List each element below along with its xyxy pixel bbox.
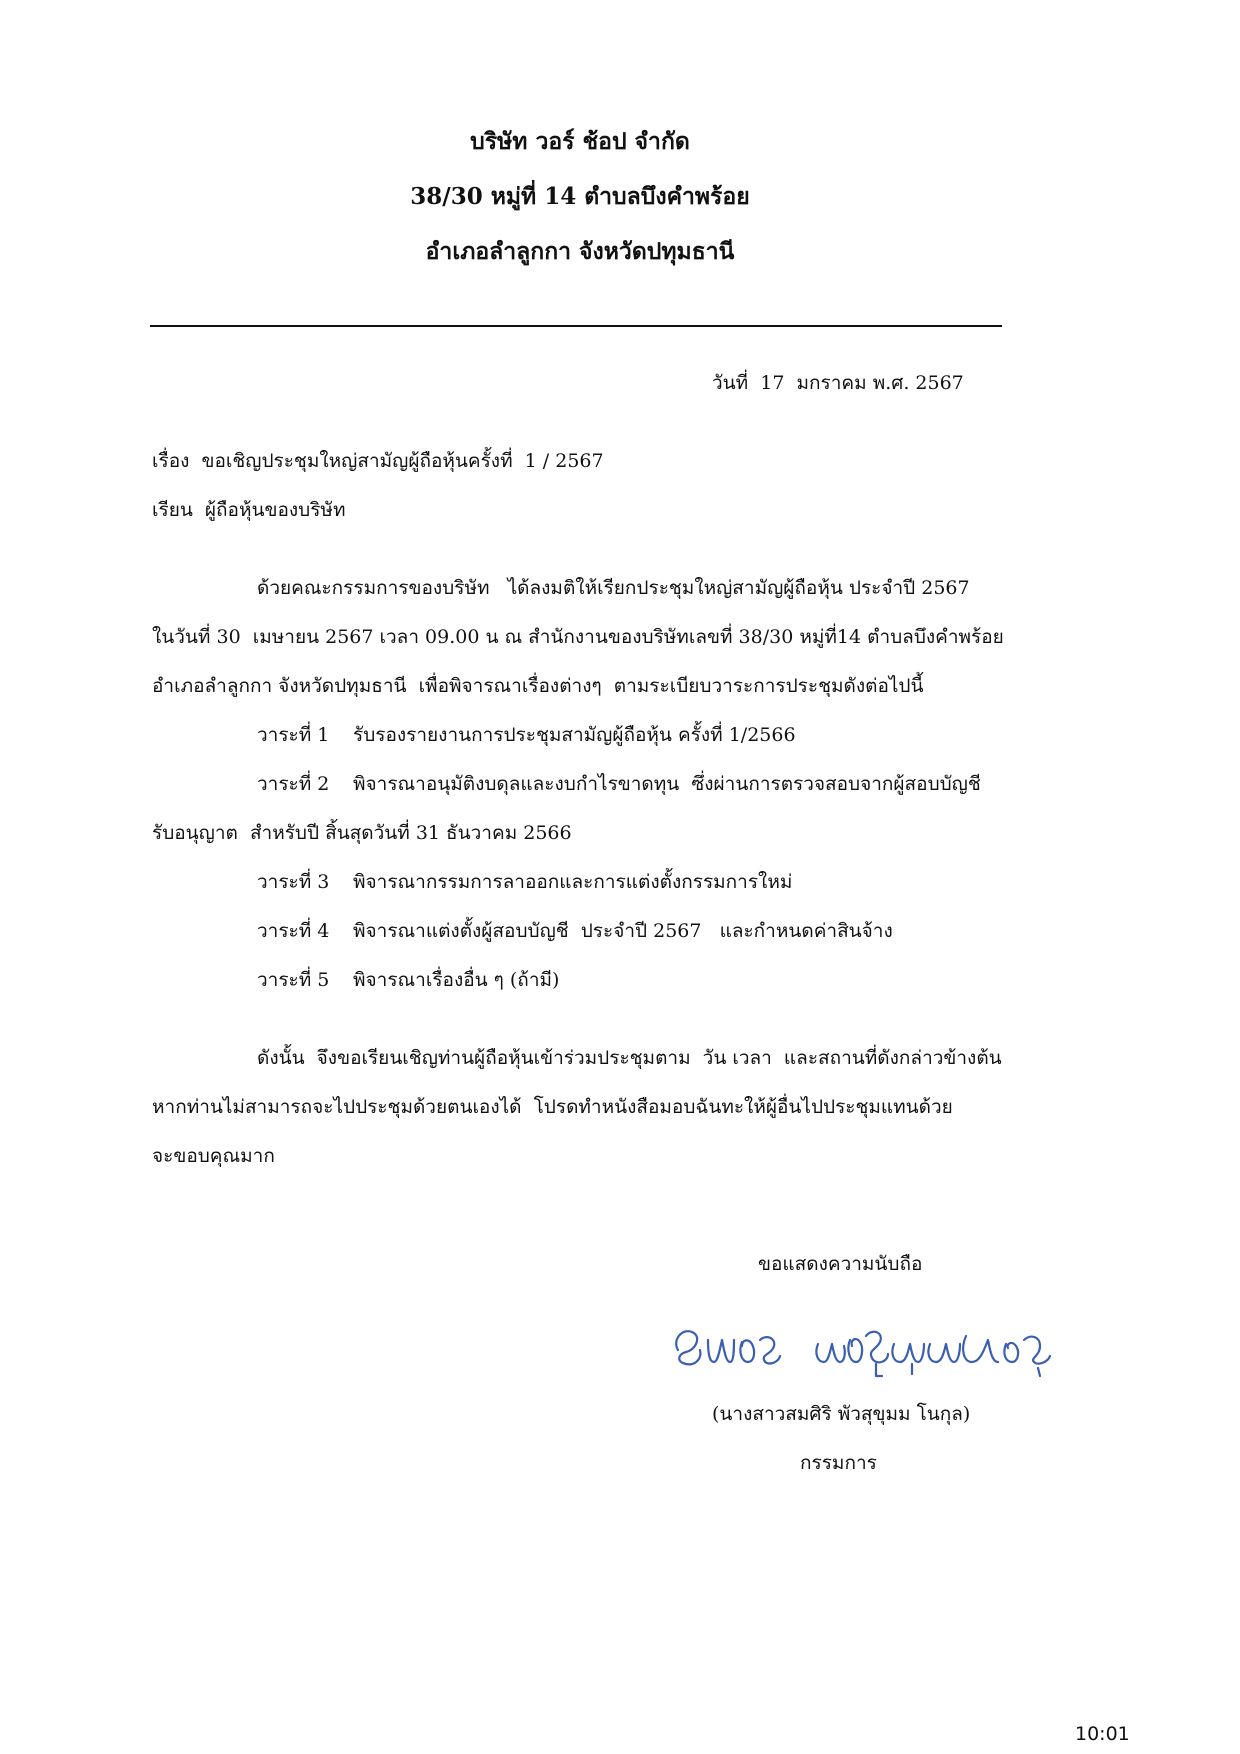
signatory-name: (นางสาวสมศิริ พัวสุขุมม โนกุล) [712, 1403, 971, 1425]
agenda-number: วาระที่ 4 [257, 920, 330, 942]
handwritten-signature [668, 1300, 1068, 1380]
intro-line: ในวันที่ 30 เมษายน 2567 เวลา 09.00 น ณ สำนักงานของบริษัทเลขที่ 38/30 หมู่ที่14 ตำบลบึงคำพร้อย [152, 626, 1004, 648]
agenda-item [257, 772, 981, 796]
agenda-text: พิจารณาอนุมัติงบดุลและงบกำไรขาดทุน ซึ่งผ่านการตรวจสอบจากผู้สอบบัญชี [353, 773, 981, 795]
agenda-number: วาระที่ 5 [257, 969, 330, 991]
letter-date: วันที่ 17 มกราคม พ.ศ. 2567 [712, 372, 964, 394]
agenda-text: รับรองรายงานการประชุมสามัญผู้ถือหุ้น ครั้งที่ 1/2566 [353, 724, 796, 746]
agenda-item [257, 723, 796, 747]
company-name: บริษัท วอร์ ช้อป จำกัด [470, 128, 690, 155]
agenda-number: วาระที่ 3 [257, 871, 330, 893]
agenda-item [257, 870, 792, 894]
subject-label: เรื่อง [152, 450, 190, 472]
agenda-2-continuation: รับอนุญาต สำหรับปี สิ้นสุดวันที่ 31 ธันวาคม 2566 [152, 822, 572, 844]
agenda-number: วาระที่ 1 [257, 724, 330, 746]
agenda-item [257, 968, 559, 992]
subject-line [152, 449, 604, 473]
footer-time: 10:01 [1075, 1723, 1130, 1745]
agenda-text: พิจารณากรรมการลาออกและการแต่งตั้งกรรมการใหม่ [353, 871, 793, 893]
closing-line: ดังนั้น จึงขอเรียนเชิญท่านผู้ถือหุ้นเข้าร่วมประชุมตาม วัน เวลา และสถานที่ดังกล่าวข้างต้น [257, 1047, 1002, 1069]
agenda-item [257, 919, 893, 943]
closing-line: จะขอบคุณมาก [152, 1145, 275, 1167]
recipient-label: เรียน [152, 499, 193, 521]
sign-off: ขอแสดงความนับถือ [758, 1253, 923, 1275]
intro-line: อำเภอลำลูกกา จังหวัดปทุมธานี เพื่อพิจารณาเรื่องต่างๆ ตามระเบียบวาระการประชุมดังต่อไปนี้ [152, 675, 924, 697]
recipient-text: ผู้ถือหุ้นของบริษัท [204, 499, 346, 521]
company-address-line-2: อำเภอลำลูกกา จังหวัดปทุมธานี [425, 238, 735, 265]
signatory-title: กรรมการ [800, 1452, 877, 1474]
closing-line: หากท่านไม่สามารถจะไปประชุมด้วยตนเองได้ โปรดทำหนังสือมอบฉันทะให้ผู้อื่นไปประชุมแทนด้วย [152, 1096, 953, 1118]
agenda-number: วาระที่ 2 [257, 773, 330, 795]
recipient-line [152, 498, 345, 522]
company-address-line-1: 38/30 หมู่ที่ 14 ตำบลบึงคำพร้อย [410, 183, 750, 210]
agenda-text: พิจารณาแต่งตั้งผู้สอบบัญชี ประจำปี 2567 และกำหนดค่าสินจ้าง [353, 920, 893, 942]
subject-text: ขอเชิญประชุมใหญ่สามัญผู้ถือหุ้นครั้งที่ 1 / 2567 [201, 450, 604, 472]
agenda-text: พิจารณาเรื่องอื่น ๆ (ถ้ามี) [353, 969, 560, 991]
intro-line: ด้วยคณะกรรมการของบริษัท ได้ลงมติให้เรียกประชุมใหญ่สามัญผู้ถือหุ้น ประจำปี 2567 [257, 577, 970, 599]
header-divider [150, 325, 1002, 327]
